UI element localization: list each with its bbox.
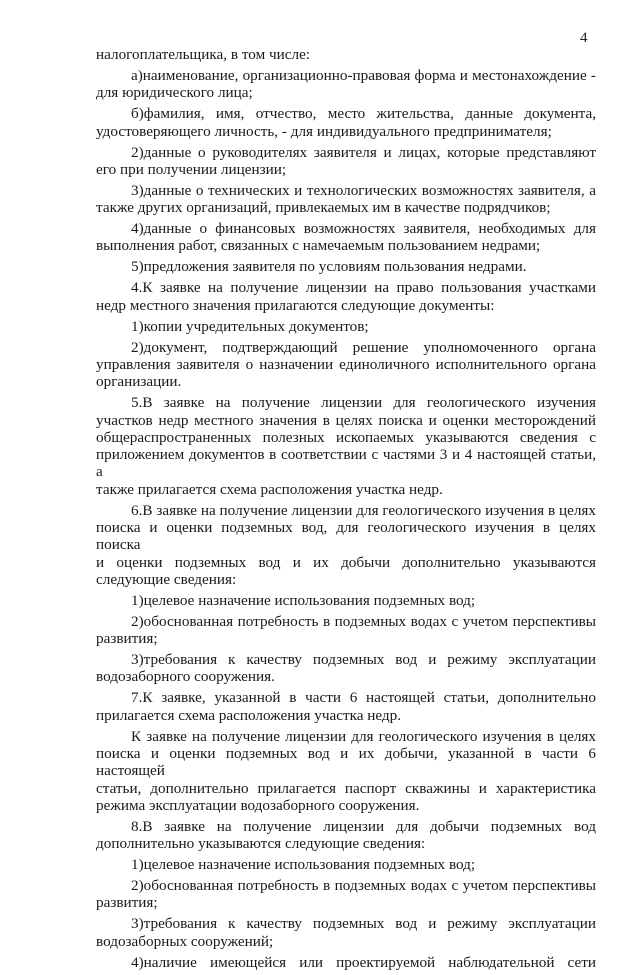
text-line: управления заявителя о назначении единоличного исполнительного органа [96, 355, 596, 373]
text-line: 3)требования к качеству подземных вод и режиму эксплуатации [131, 651, 596, 669]
text-line: 8.В заявке на получение лицензии для добычи подземных вод [131, 817, 596, 835]
text-line: следующие сведения: [96, 570, 237, 588]
text-line: статьи, дополнительно прилагается паспорт скважины и характеристика [96, 779, 596, 797]
text-line: поиска и оценки подземных вод и их добычи, указанной в части 6 настоящей [96, 744, 596, 780]
paragraph [96, 728, 596, 814]
text-line: общераспространенных полезных ископаемых указываются сведения с [96, 428, 596, 446]
text-line: б)фамилия, имя, отчество, место жительства, данные документа, [131, 105, 596, 123]
paragraph [96, 182, 596, 217]
paragraph [96, 651, 596, 686]
paragraph [96, 144, 596, 179]
text-line: водозаборного сооружения. [96, 668, 275, 686]
paragraph [96, 394, 596, 498]
text-line: водозаборных сооружений; [96, 932, 274, 950]
text-line: 3)требования к качеству подземных вод и режиму эксплуатации [131, 915, 596, 933]
text-line: 3)данные о технических и технологических возможностях заявителя, а [131, 181, 596, 199]
text-line: 4)наличие имеющейся или проектируемой наблюдательной сети [131, 953, 596, 971]
paragraph [96, 258, 596, 275]
text-line: 5)предложения заявителя по условиям пользования недрами. [131, 258, 527, 276]
paragraph [96, 46, 596, 63]
paragraph [96, 954, 596, 971]
page-number: 4 [580, 30, 588, 46]
text-line: а)наименование, организационно-правовая форма и местонахождение - [131, 66, 596, 84]
text-line: развития; [96, 894, 158, 912]
text-line: поиска и оценки подземных вод, для геологического изучения в целях поиска [96, 518, 596, 554]
text-line: К заявке на получение лицензии для геологического изучения в целях [131, 727, 596, 745]
text-line: 4)данные о финансовых возможностях заявителя, необходимых для [131, 220, 596, 238]
text-line: выполнения работ, связанных с намечаемым пользованием недрами; [96, 237, 541, 255]
paragraph [96, 105, 596, 140]
text-line: 1)целевое назначение использования подземных вод; [131, 856, 476, 874]
paragraph [96, 818, 596, 853]
paragraph [96, 318, 596, 335]
paragraph [96, 915, 596, 950]
text-line: дополнительно указываются следующие сведения: [96, 835, 426, 853]
paragraph [96, 67, 596, 102]
text-line: режима эксплуатации водозаборного сооружения. [96, 796, 420, 814]
text-line: налогоплательщика, в том числе: [96, 46, 311, 63]
text-line: организации. [96, 373, 182, 391]
text-line: развития; [96, 630, 158, 648]
paragraph [96, 592, 596, 609]
text-line: 2)обоснованная потребность в подземных водах с учетом перспективы [131, 612, 596, 630]
text-line: 1)целевое назначение использования подземных вод; [131, 591, 476, 609]
document-body [96, 46, 596, 975]
text-line: участков недр местного значения в целях поиска и оценки месторождений [96, 411, 596, 429]
text-line: 2)обоснованная потребность в подземных водах с учетом перспективы [131, 877, 596, 895]
text-line: 2)документ, подтверждающий решение уполномоченного органа [131, 338, 596, 356]
text-line: 6.В заявке на получение лицензии для геологического изучения в целях [131, 501, 596, 519]
text-line: для юридического лица; [96, 84, 253, 102]
text-line: недр местного значения прилагаются следующие документы: [96, 296, 495, 314]
text-line: его при получении лицензии; [96, 160, 287, 178]
paragraph [96, 877, 596, 912]
paragraph [96, 689, 596, 724]
text-line: 1)копии учредительных документов; [131, 317, 369, 335]
text-line: удостоверяющего личность, - для индивидуального предпринимателя; [96, 122, 552, 140]
text-line: также прилагается схема расположения участка недр. [96, 480, 443, 498]
paragraph [96, 856, 596, 873]
text-line: 5.В заявке на получение лицензии для геологического изучения [131, 394, 596, 412]
text-line: 7.К заявке, указанной в части 6 настоящей статьи, дополнительно [131, 689, 596, 707]
paragraph [96, 279, 596, 314]
paragraph [96, 339, 596, 391]
text-line: 4.К заявке на получение лицензии на право пользования участками [131, 279, 596, 297]
text-line: приложением документов в соответствии с частями 3 и 4 настоящей статьи, а [96, 446, 596, 481]
paragraph [96, 220, 596, 255]
paragraph [96, 613, 596, 648]
text-line: 2)данные о руководителях заявителя и лицах, которые представляют [131, 143, 596, 161]
text-line: также других организаций, привлекаемых им в качестве подрядчиков; [96, 199, 551, 217]
text-line: прилагается схема расположения участка недр. [96, 706, 402, 724]
text-line: и оценки подземных вод и их добычи дополнительно указываются [96, 553, 596, 571]
paragraph [96, 502, 596, 588]
